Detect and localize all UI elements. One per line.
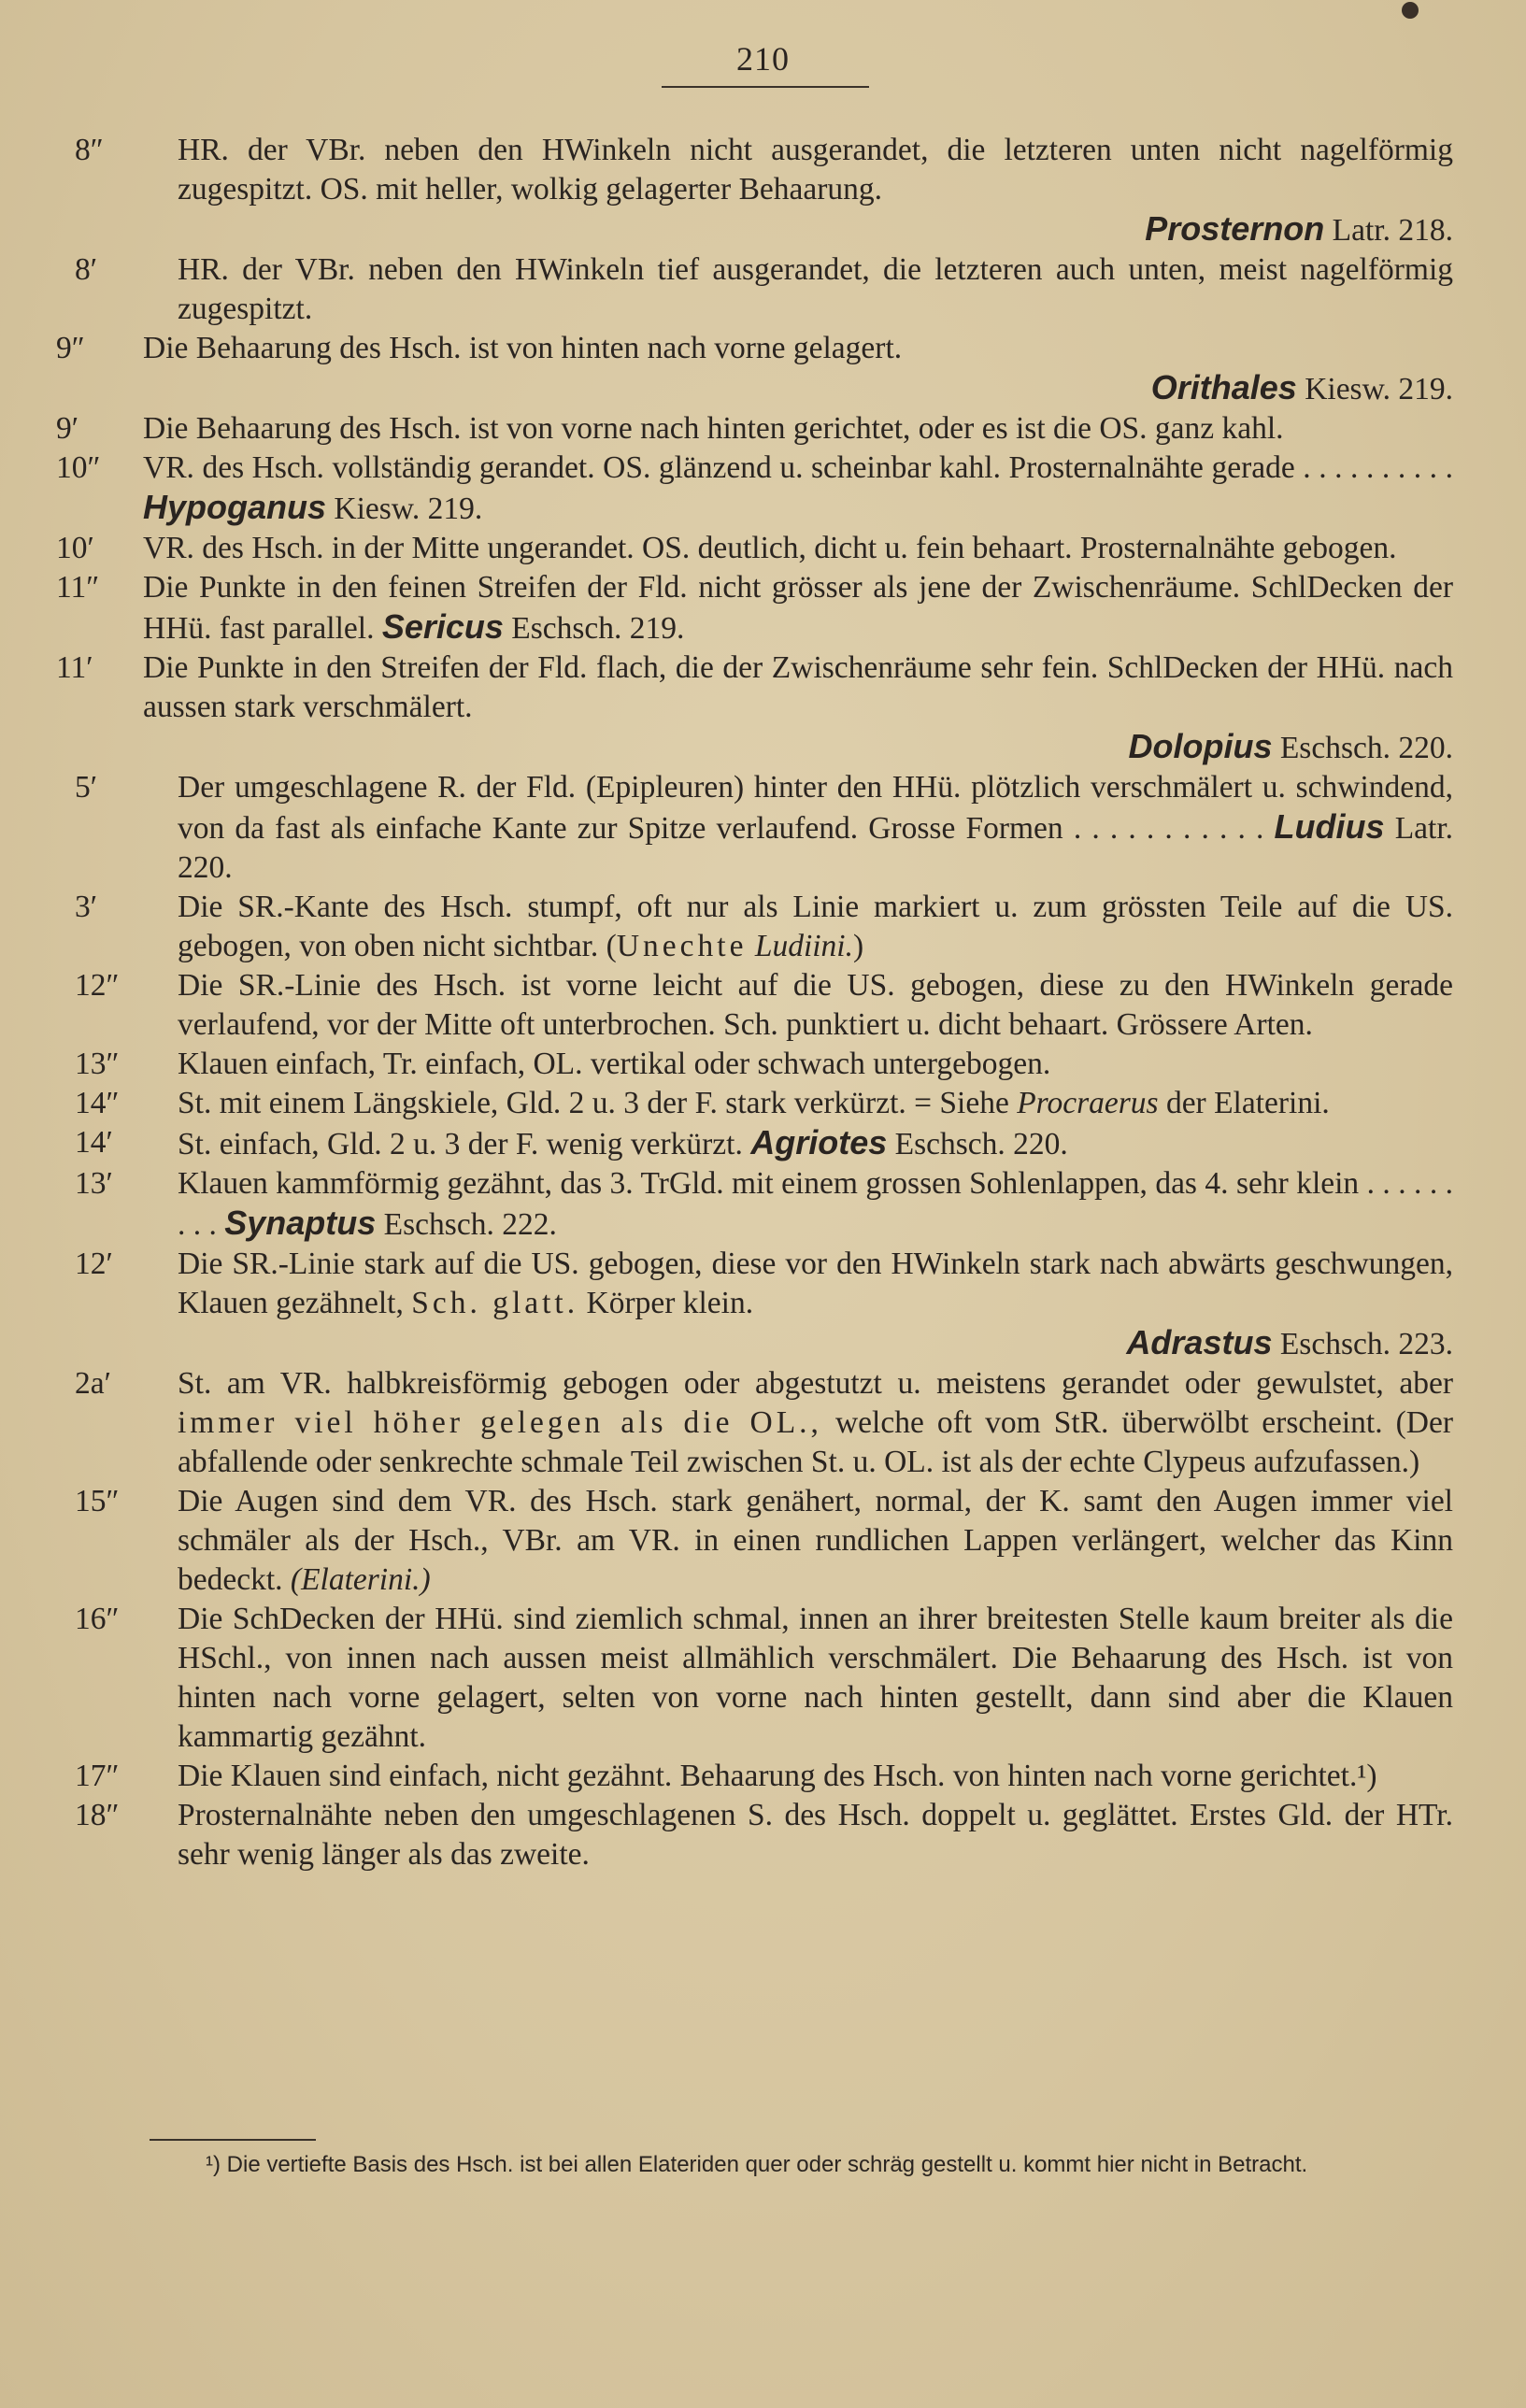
entry-text: VR. des Hsch. vollständig gerandet. OS. glänzend u. scheinbar kahl. Prosternalnähte gerade . . . . . . . . . .: [143, 450, 1453, 485]
entry-number: 9′: [56, 411, 79, 446]
entry-text: Die Punkte in den Streifen der Fld. flach, die der Zwischenräume sehr fein. SchlDecken der HHü. nach aussen stark verschmälert.: [143, 650, 1453, 724]
ink-spot: [1402, 2, 1419, 19]
entry-text: Die Behaarung des Hsch. ist von hinten nach vorne gelagert.: [143, 331, 903, 365]
entry-text: HR. der VBr. neben den HWinkeln tief ausgerandet, die letzteren auch unten, meist nagelförmig zugespitzt.: [178, 252, 1453, 326]
key-entry: 3′ Die SR.-Kante des Hsch. stumpf, oft nur als Linie markiert u. zum grössten Teile auf die US. gebogen, von oben nicht sichtbar. (Unechte Ludiini.): [75, 890, 1453, 963]
key-entry: [0, 1164, 1453, 1245]
entry-text: Prosternalnähte neben den umgeschlagenen S. des Hsch. doppelt u. geglättet. Erstes Gld. der HTr. sehr wenig länger als das zweite.: [178, 1798, 1453, 1872]
entry-number: 5′: [75, 770, 98, 805]
key-entry: [0, 1245, 1453, 1364]
entry-number: 3′: [75, 890, 98, 924]
entry-number: 18″: [75, 1798, 120, 1832]
entry-text: Der umgeschlagene R. der Fld. (Epipleuren) hinter den HHü. plötzlich verschmälert u. schwindend, von da fast als einfache Kante zur Spitze verlaufend. Grosse Formen . . . . . . . . . . .: [178, 770, 1453, 846]
entry-number: 14′: [75, 1125, 113, 1160]
genus-author: Eschsch. 223.: [1279, 1327, 1453, 1361]
genus-name: Dolopius: [1128, 727, 1273, 765]
key-entry: [0, 449, 1453, 529]
entry-number: 10′: [56, 531, 94, 565]
entry-italic-text: Ludiini.: [754, 929, 853, 963]
genus-author: Kiesw. 219.: [334, 492, 483, 526]
genus-author: Eschsch. 219.: [511, 611, 685, 646]
genus-author: Eschsch. 220.: [894, 1127, 1068, 1161]
entry-number: 15″: [75, 1484, 120, 1518]
entry-number: 13″: [75, 1047, 120, 1081]
entry-spaced-text: Sch. glatt.: [411, 1286, 579, 1320]
key-entry: [0, 966, 1453, 1045]
entry-italic-text: Procraerus: [1017, 1086, 1159, 1120]
entry-spaced-text: immer viel höher gelegen als die OL.,: [178, 1405, 822, 1440]
entry-number: 9″: [56, 331, 85, 365]
genus-name: Agriotes: [750, 1123, 888, 1161]
key-entry: [0, 1757, 1453, 1796]
entry-text: Die Augen sind dem VR. des Hsch. stark genähert, normal, der K. samt den Augen immer viel schmäler als der Hsch., VBr. am VR. in einen rundlichen Lappen verlängert, welcher das Kinn bedeckt.: [178, 1484, 1453, 1597]
key-entry: [0, 409, 1453, 449]
genus-name: Orithales: [1150, 368, 1297, 406]
genus-author: Latr. 218.: [1332, 213, 1453, 248]
key-entry: [0, 1084, 1453, 1123]
key-entry: [0, 131, 1453, 250]
entry-text: Die SchDecken der HHü. sind ziemlich schmal, innen an ihrer breitesten Stelle kaum breiter als die HSchl., von innen nach aussen meist allmählich verschmälert. Die Behaarung des Hsch. ist von hinten nach vorne gelagert, selten von vorne nach hinten gestellt, dann sind aber die Klauen kammartig gezähnt.: [178, 1602, 1453, 1754]
key-entry: [0, 1600, 1453, 1757]
key-entry: [0, 1045, 1453, 1084]
entry-number: 16″: [75, 1602, 120, 1636]
key-entry: [0, 250, 1453, 329]
entry-number: 14″: [75, 1086, 120, 1120]
key-entry: [0, 1482, 1453, 1600]
genus-name: Adrastus: [1126, 1323, 1273, 1361]
entry-number: 8″: [75, 133, 104, 167]
entry-text: Die Klauen sind einfach, nicht gezähnt. Behaarung des Hsch. von hinten nach vorne gerichtet.¹): [178, 1759, 1377, 1793]
entry-text: VR. des Hsch. in der Mitte ungerandet. OS. deutlich, dicht u. fein behaart. Prosternalnähte gebogen.: [143, 531, 1397, 565]
entry-number: 11″: [56, 570, 100, 605]
entry-number: 10″: [56, 450, 101, 485]
entry-number: 8′: [75, 252, 98, 287]
entry-number: 17″: [75, 1759, 120, 1793]
key-entry: [0, 648, 1453, 768]
entry-number: 13′: [75, 1166, 113, 1201]
genus-author: Eschsch. 220.: [1279, 731, 1453, 765]
genus-author: Eschsch. 222.: [383, 1207, 557, 1242]
entry-text: Die SR.-Kante des Hsch. stumpf, oft nur als Linie markiert u. zum grössten Teile auf die US. gebogen, von oben nicht sichtbar.: [178, 890, 1453, 963]
genus-name: Hypoganus: [143, 488, 327, 526]
key-entry: [0, 529, 1453, 568]
genus-name: Ludius: [1274, 807, 1385, 846]
footnote: ¹) Die vertiefte Basis des Hsch. ist bei allen Elateriden quer oder schräg gestellt u. kommt hier nicht in Betracht.: [206, 2152, 1308, 2177]
entry-number: 12″: [75, 968, 120, 1003]
entry-text: HR. der VBr. neben den HWinkeln nicht ausgerandet, die letzteren unten nicht nagelförmig zugespitzt. OS. mit heller, wolkig gelagerter Behaarung.: [178, 133, 1453, 207]
key-entry: [0, 1364, 1453, 1482]
entry-text: Die Behaarung des Hsch. ist von vorne nach hinten gerichtet, oder es ist die OS. ganz kahl.: [143, 411, 1284, 446]
entry-text: Klauen einfach, Tr. einfach, OL. vertikal oder schwach untergebogen.: [178, 1047, 1051, 1081]
key-entry: [0, 1796, 1453, 1874]
entry-number: 11′: [56, 650, 93, 685]
genus-name: Synaptus: [224, 1204, 377, 1242]
entry-italic-text: (Elaterini.): [290, 1562, 431, 1597]
genus-name: Sericus: [381, 607, 504, 646]
entry-spaced-text: Unechte: [616, 929, 748, 963]
page-number: 210: [736, 40, 790, 78]
key-entries: [0, 131, 1526, 1874]
genus-name: Prosternon: [1145, 209, 1325, 248]
entry-text: Klauen kammförmig gezähnt, das 3. TrGld. mit einem grossen Sohlenlappen, das 4. sehr klein . . . . . . . . .: [178, 1166, 1453, 1242]
entry-text: Die Punkte in den feinen Streifen der Fld. nicht grösser als jene der Zwischenräume. SchlDecken der HHü. fast parallel.: [143, 570, 1453, 646]
entry-tail-text: welche oft vom StR. überwölbt erscheint. (Der abfallende oder senkrechte schmale Teil zwischen St. u. OL. ist als der echte Clypeus aufzufassen.): [178, 1405, 1454, 1479]
footnote-rule: [150, 2139, 316, 2141]
entry-text: Die SR.-Linie stark auf die US. gebogen, diese vor den HWinkeln stark nach abwärts geschwungen, Klauen gezähnelt,: [178, 1247, 1453, 1320]
key-entry: [0, 1123, 1453, 1164]
entry-number: 12′: [75, 1247, 113, 1281]
entry-text: St. einfach, Gld. 2 u. 3 der F. wenig verkürzt.: [178, 1127, 743, 1161]
key-entry: [0, 768, 1453, 888]
key-entry: [0, 568, 1453, 648]
entry-text: St. mit einem Längskiele, Gld. 2 u. 3 der F. stark verkürzt. = Siehe: [178, 1086, 1009, 1120]
entry-text: St. am VR. halbkreisförmig gebogen oder abgestutzt u. meistens gerandet oder gewulstet, aber: [178, 1366, 1453, 1401]
entry-tail-text: der Elaterini.: [1165, 1086, 1330, 1120]
genus-author: Latr. 220.: [178, 811, 1454, 885]
entry-tail-text: Körper klein.: [586, 1286, 754, 1320]
entry-number: 2a′: [75, 1366, 111, 1401]
genus-author: Kiesw. 219.: [1305, 372, 1453, 406]
entry-text: Die SR.-Linie des Hsch. ist vorne leicht auf die US. gebogen, diese zu den HWinkeln gerade verlaufend, vor der Mitte oft unterbrochen. Sch. punktiert u. dicht behaart. Grössere Arten.: [178, 968, 1453, 1042]
key-entry: [0, 329, 1453, 409]
page-number-rule: [662, 86, 869, 88]
